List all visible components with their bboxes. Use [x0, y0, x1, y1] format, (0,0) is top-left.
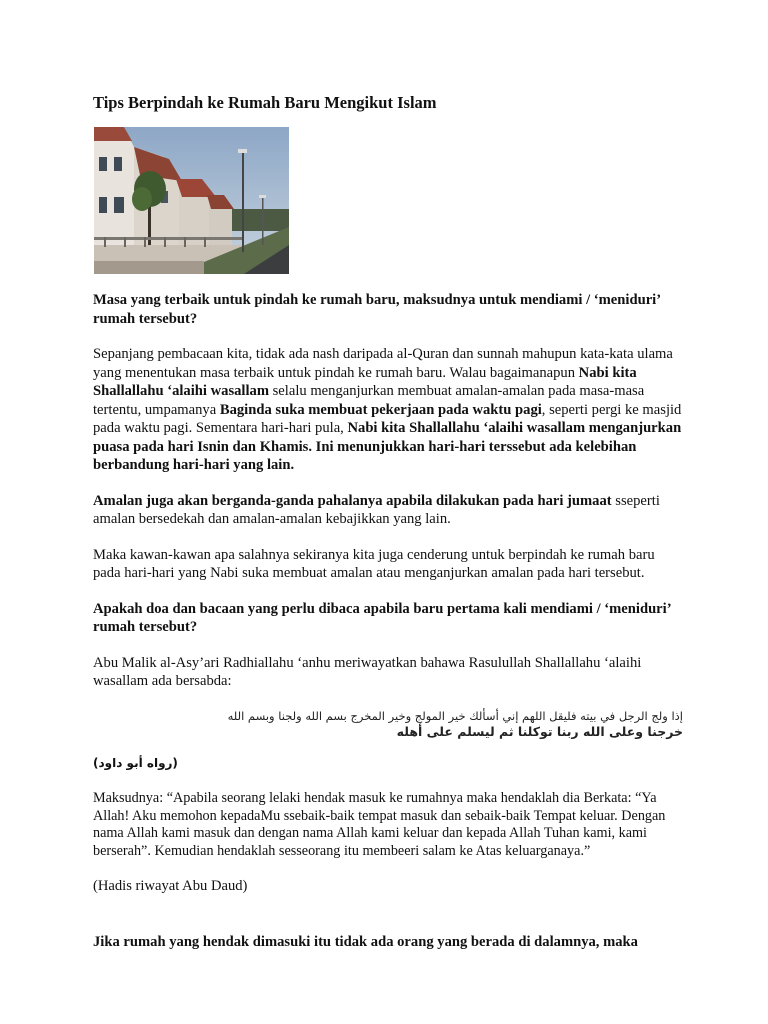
article-body [93, 93, 683, 968]
question-1: Masa yang terbaik untuk pindah ke rumah baru, maksudnya untuk mendiami / ‘meniduri’ rumah tersebut? [93, 292, 660, 327]
paragraph-3: Maka kawan-kawan apa salahnya sekiranya kita juga cenderung untuk berpindah ke rumah baru pada hari-hari yang Nabi suka membuat amalan atau menganjurkan amalan pada hari tersebut. [93, 546, 655, 581]
arabic-hadith [93, 708, 683, 740]
question-3: Jika rumah yang hendak dimasuki itu tidak ada orang yang berada di dalamnya, maka [93, 933, 638, 950]
arabic-line-1: إذا ولج الرجل في بيته فليقل اللهم إني أسألك خير المولج وخير المخرج بسم الله ولجنا وبسم الله [227, 708, 683, 723]
article-title: Tips Berpindah ke Rumah Baru Mengikut Islam [93, 93, 437, 112]
paragraph-2: Amalan juga akan berganda-ganda pahalanya apabila dilakukan pada hari jumaat sseperti amalan bersedekah dan amalan-amalan kebajikkan yang lain. [93, 492, 660, 527]
question-2: Apakah doa dan bacaan yang perlu dibaca apabila baru pertama kali mendiami / ‘meniduri’ rumah tersebut? [93, 600, 671, 635]
translation-paragraph: Maksudnya: “Apabila seorang lelaki hendak masuk ke rumahnya maka hendaklah dia Berkata: “Ya Allah! Aku memohon kepadaMu ssebaik-baik tempat masuk dan sebaik-baik Tempat keluar. Dengan nama Allah kami masuk dan dengan nama Allah kami keluar dan kepada Allah Tuhan kami, kami berserah”. Kemudian hendaklah sesseorang itu membeeri salam ke Atas keluarganaya.” [93, 790, 666, 859]
paragraph-4: Abu Malik al-Asy’ari Radhiallahu ‘anhu meriwayatkan bahawa Rasulullah Shallallahu ‘alaihi wasallam ada bersabda: [93, 654, 642, 689]
paragraph-1: Sepanjang pembacaan kita, tidak ada nash daripada al-Quran dan sunnah mahupun kata-kata ulama yang menentukan masa terbaik untuk pindah ke rumah baru. Walau bagaimanapun Nabi kita Shallallahu ‘alaihi wasallam selalu menganjurkan membuat amalan-amalan pada masa-masa tertentu, umpamanya Baginda suka membuat pekerjaan pada waktu pagi, seperti pergi ke masjid pada waktu pagi. Sementara hari-hari pula, Nabi kita Shallallahu ‘alaihi wasallam menganjurkan puasa pada hari Isnin dan Khamis. Ini menunjukkan hari-hari terssebut ada kelebihan berbandung hari-hari yang lain. [93, 346, 682, 473]
hadith-source: (Hadis riwayat Abu Daud) [93, 878, 248, 894]
arabic-reference: (رواه أبو داود) [93, 755, 178, 770]
houses-photo [94, 127, 289, 274]
arabic-line-2: خرجنا وعلى الله ربنا توكلنا ثم ليسلم على أهله [396, 723, 683, 739]
